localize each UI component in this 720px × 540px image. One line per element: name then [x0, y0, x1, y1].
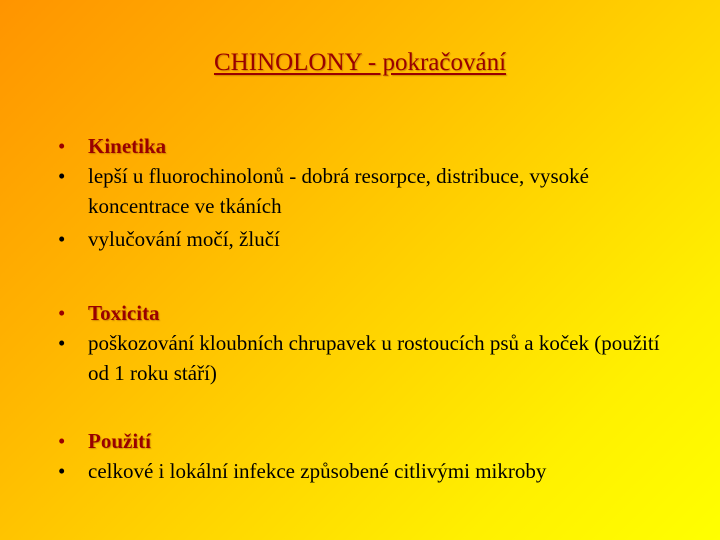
- list-item-text: celkové i lokální infekce způsobené citlivými mikroby: [88, 459, 547, 483]
- bullet-icon: •: [58, 301, 66, 325]
- bullet-icon: •: [58, 429, 66, 453]
- bullet-icon: •: [58, 134, 66, 158]
- bullet-icon: •: [58, 459, 66, 483]
- heading-text: Použití: [88, 429, 151, 453]
- slide-title: CHINOLONY - pokračování: [213, 49, 507, 76]
- bullet-icon: •: [58, 164, 66, 188]
- list-item: [58, 224, 678, 254]
- list-item: [58, 161, 678, 221]
- section-heading: [58, 131, 678, 161]
- section-heading: [58, 298, 678, 328]
- list-item-text: vylučování močí, žlučí: [88, 227, 280, 251]
- heading-text: Kinetika: [88, 134, 167, 158]
- list-item-text: lepší u fluorochinolonů - dobrá resorpce, distribuce, vysoké koncentrace ve tkáních: [88, 164, 589, 218]
- list-item: [58, 328, 678, 388]
- heading-text: Toxicita: [88, 301, 160, 325]
- section-toxicita: [58, 298, 678, 388]
- bullet-icon: •: [58, 331, 66, 355]
- list-item: [58, 456, 678, 486]
- section-kinetika: [58, 131, 678, 254]
- section-heading: [58, 426, 678, 456]
- section-pouziti: [58, 426, 678, 486]
- bullet-icon: •: [58, 227, 66, 251]
- list-item-text: poškozování kloubních chrupavek u rostoucích psů a koček (použití od 1 roku stáří): [88, 331, 660, 385]
